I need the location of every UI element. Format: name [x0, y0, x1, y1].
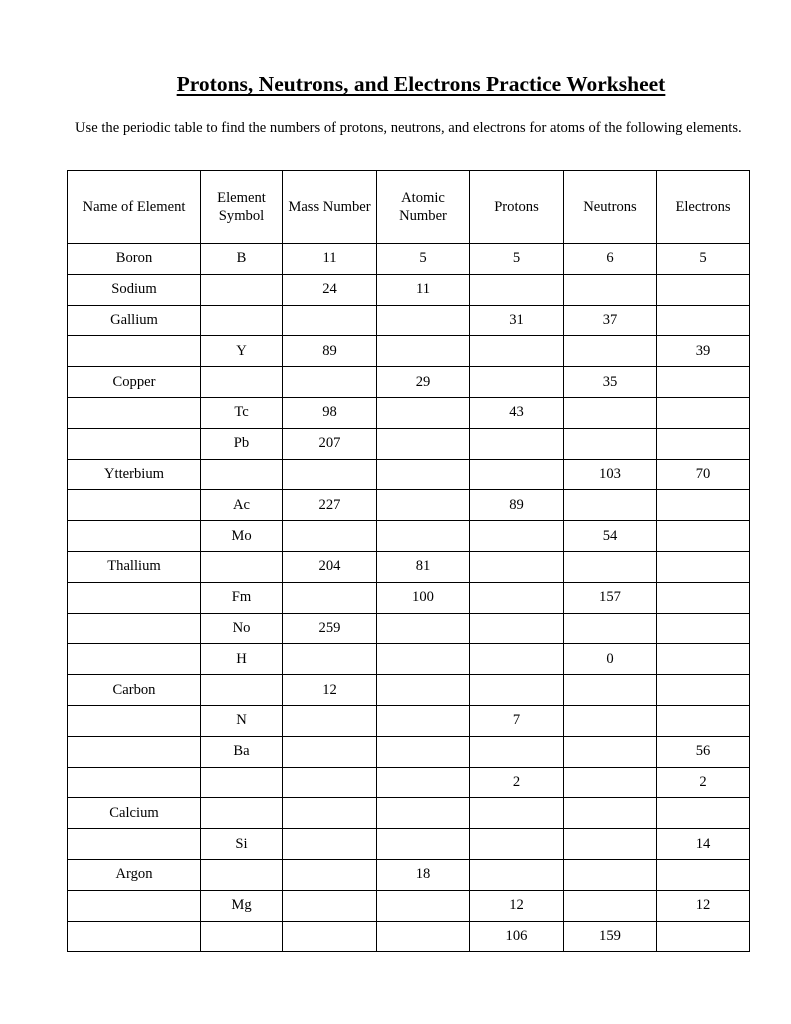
table-row [68, 459, 750, 490]
neutrons-cell [564, 767, 657, 798]
protons-cell [470, 459, 564, 490]
mass-number-cell [283, 521, 377, 552]
name-cell [68, 644, 201, 675]
name-cell: Sodium [68, 274, 201, 305]
name-cell [68, 428, 201, 459]
atomic-number-cell [377, 921, 470, 952]
electrons-cell: 5 [657, 244, 750, 275]
atomic-number-cell [377, 829, 470, 860]
symbol-cell: B [201, 244, 283, 275]
electrons-cell [657, 921, 750, 952]
mass-number-cell [283, 829, 377, 860]
table-row [68, 705, 750, 736]
symbol-cell [201, 859, 283, 890]
mass-number-cell [283, 767, 377, 798]
symbol-cell: Pb [201, 428, 283, 459]
header-row [68, 171, 750, 244]
symbol-cell: Ba [201, 736, 283, 767]
table-row [68, 675, 750, 706]
atomic-number-cell: 81 [377, 551, 470, 582]
atomic-number-cell [377, 890, 470, 921]
name-cell: Ytterbium [68, 459, 201, 490]
atomic-number-cell: 100 [377, 582, 470, 613]
table-row [68, 890, 750, 921]
protons-cell [470, 798, 564, 829]
name-cell [68, 921, 201, 952]
table-row [68, 490, 750, 521]
protons-cell [470, 428, 564, 459]
protons-cell [470, 551, 564, 582]
table-row [68, 244, 750, 275]
protons-cell: 7 [470, 705, 564, 736]
symbol-cell: Fm [201, 582, 283, 613]
mass-number-cell: 207 [283, 428, 377, 459]
electrons-cell [657, 798, 750, 829]
electrons-cell [657, 521, 750, 552]
name-cell: Calcium [68, 798, 201, 829]
atomic-number-cell [377, 767, 470, 798]
name-cell [68, 521, 201, 552]
mass-number-cell: 98 [283, 397, 377, 428]
symbol-cell [201, 675, 283, 706]
neutrons-cell [564, 613, 657, 644]
mass-number-cell [283, 921, 377, 952]
electrons-cell [657, 859, 750, 890]
protons-cell [470, 675, 564, 706]
mass-number-cell [283, 459, 377, 490]
mass-number-cell [283, 582, 377, 613]
atomic-number-cell [377, 397, 470, 428]
mass-number-cell: 259 [283, 613, 377, 644]
electrons-cell [657, 705, 750, 736]
table-row [68, 644, 750, 675]
atomic-number-cell: 11 [377, 274, 470, 305]
name-cell: Boron [68, 244, 201, 275]
neutrons-cell [564, 551, 657, 582]
electrons-cell: 39 [657, 336, 750, 367]
atomic-number-cell [377, 459, 470, 490]
mass-number-cell: 227 [283, 490, 377, 521]
protons-cell [470, 336, 564, 367]
symbol-cell [201, 921, 283, 952]
neutrons-cell: 54 [564, 521, 657, 552]
atomic-number-cell [377, 798, 470, 829]
neutrons-cell: 159 [564, 921, 657, 952]
name-cell: Argon [68, 859, 201, 890]
name-cell [68, 736, 201, 767]
table-row [68, 829, 750, 860]
neutrons-cell [564, 675, 657, 706]
electrons-cell [657, 367, 750, 398]
electrons-cell: 14 [657, 829, 750, 860]
symbol-cell: H [201, 644, 283, 675]
protons-cell [470, 736, 564, 767]
mass-number-cell: 24 [283, 274, 377, 305]
symbol-cell [201, 367, 283, 398]
atomic-number-cell [377, 736, 470, 767]
protons-cell: 89 [470, 490, 564, 521]
symbol-cell [201, 798, 283, 829]
electrons-cell [657, 305, 750, 336]
header-protons: Protons [470, 171, 564, 244]
neutrons-cell: 6 [564, 244, 657, 275]
electrons-cell: 70 [657, 459, 750, 490]
table-row [68, 613, 750, 644]
symbol-cell [201, 274, 283, 305]
symbol-cell [201, 551, 283, 582]
neutrons-cell [564, 705, 657, 736]
symbol-cell: Si [201, 829, 283, 860]
neutrons-cell: 35 [564, 367, 657, 398]
protons-cell: 12 [470, 890, 564, 921]
mass-number-cell [283, 736, 377, 767]
table-row [68, 736, 750, 767]
symbol-cell [201, 305, 283, 336]
mass-number-cell [283, 705, 377, 736]
name-cell [68, 767, 201, 798]
table-row [68, 551, 750, 582]
name-cell [68, 490, 201, 521]
neutrons-cell [564, 829, 657, 860]
mass-number-cell [283, 890, 377, 921]
name-cell: Copper [68, 367, 201, 398]
symbol-cell [201, 767, 283, 798]
table-row [68, 767, 750, 798]
atomic-number-cell: 18 [377, 859, 470, 890]
protons-cell [470, 274, 564, 305]
symbol-cell: Mo [201, 521, 283, 552]
electrons-cell [657, 397, 750, 428]
neutrons-cell: 0 [564, 644, 657, 675]
name-cell: Thallium [68, 551, 201, 582]
neutrons-cell [564, 428, 657, 459]
electrons-cell [657, 644, 750, 675]
electrons-cell: 2 [657, 767, 750, 798]
symbol-cell: No [201, 613, 283, 644]
mass-number-cell [283, 859, 377, 890]
name-cell [68, 582, 201, 613]
name-cell: Gallium [68, 305, 201, 336]
electrons-cell [657, 428, 750, 459]
protons-cell [470, 859, 564, 890]
page-title: Protons, Neutrons, and Electrons Practice Worksheet [176, 72, 666, 96]
neutrons-cell: 37 [564, 305, 657, 336]
name-cell [68, 829, 201, 860]
protons-cell: 5 [470, 244, 564, 275]
mass-number-cell: 11 [283, 244, 377, 275]
worksheet-table [67, 170, 750, 952]
protons-cell [470, 829, 564, 860]
electrons-cell [657, 274, 750, 305]
protons-cell [470, 521, 564, 552]
table-row [68, 336, 750, 367]
neutrons-cell [564, 274, 657, 305]
name-cell: Carbon [68, 675, 201, 706]
header-mass-number: Mass Number [283, 171, 377, 244]
neutrons-cell [564, 798, 657, 829]
table-row [68, 428, 750, 459]
name-cell [68, 705, 201, 736]
neutrons-cell [564, 736, 657, 767]
electrons-cell [657, 551, 750, 582]
mass-number-cell: 89 [283, 336, 377, 367]
atomic-number-cell [377, 613, 470, 644]
electrons-cell [657, 582, 750, 613]
table-body [68, 244, 750, 952]
table-row [68, 859, 750, 890]
header-atomic-number: Atomic Number [377, 171, 470, 244]
table-row [68, 274, 750, 305]
table-row [68, 397, 750, 428]
symbol-cell: N [201, 705, 283, 736]
name-cell [68, 613, 201, 644]
protons-cell [470, 582, 564, 613]
protons-cell [470, 644, 564, 675]
neutrons-cell: 157 [564, 582, 657, 613]
header-neutrons: Neutrons [564, 171, 657, 244]
symbol-cell: Mg [201, 890, 283, 921]
protons-cell: 2 [470, 767, 564, 798]
symbol-cell: Y [201, 336, 283, 367]
header-element-symbol: Element Symbol [201, 171, 283, 244]
electrons-cell [657, 490, 750, 521]
mass-number-cell: 12 [283, 675, 377, 706]
neutrons-cell: 103 [564, 459, 657, 490]
neutrons-cell [564, 859, 657, 890]
atomic-number-cell [377, 705, 470, 736]
header-electrons: Electrons [657, 171, 750, 244]
mass-number-cell: 204 [283, 551, 377, 582]
atomic-number-cell: 29 [377, 367, 470, 398]
atomic-number-cell [377, 644, 470, 675]
table-row [68, 798, 750, 829]
symbol-cell [201, 459, 283, 490]
atomic-number-cell [377, 305, 470, 336]
protons-cell: 43 [470, 397, 564, 428]
mass-number-cell [283, 367, 377, 398]
protons-cell [470, 613, 564, 644]
mass-number-cell [283, 644, 377, 675]
atomic-number-cell: 5 [377, 244, 470, 275]
neutrons-cell [564, 490, 657, 521]
table-row [68, 921, 750, 952]
protons-cell: 31 [470, 305, 564, 336]
electrons-cell [657, 613, 750, 644]
symbol-cell: Ac [201, 490, 283, 521]
atomic-number-cell [377, 336, 470, 367]
atomic-number-cell [377, 428, 470, 459]
header-name-of-element: Name of Element [68, 171, 201, 244]
table-row [68, 305, 750, 336]
table-row [68, 521, 750, 552]
neutrons-cell [564, 336, 657, 367]
instructions: Use the periodic table to find the numbers of protons, neutrons, and electrons for atoms of the following elements. [75, 120, 742, 136]
symbol-cell: Tc [201, 397, 283, 428]
mass-number-cell [283, 798, 377, 829]
table-row [68, 367, 750, 398]
mass-number-cell [283, 305, 377, 336]
neutrons-cell [564, 890, 657, 921]
electrons-cell [657, 675, 750, 706]
protons-cell [470, 367, 564, 398]
atomic-number-cell [377, 675, 470, 706]
protons-cell: 106 [470, 921, 564, 952]
neutrons-cell [564, 397, 657, 428]
atomic-number-cell [377, 490, 470, 521]
name-cell [68, 336, 201, 367]
name-cell [68, 890, 201, 921]
electrons-cell: 12 [657, 890, 750, 921]
electrons-cell: 56 [657, 736, 750, 767]
name-cell [68, 397, 201, 428]
table-row [68, 582, 750, 613]
atomic-number-cell [377, 521, 470, 552]
